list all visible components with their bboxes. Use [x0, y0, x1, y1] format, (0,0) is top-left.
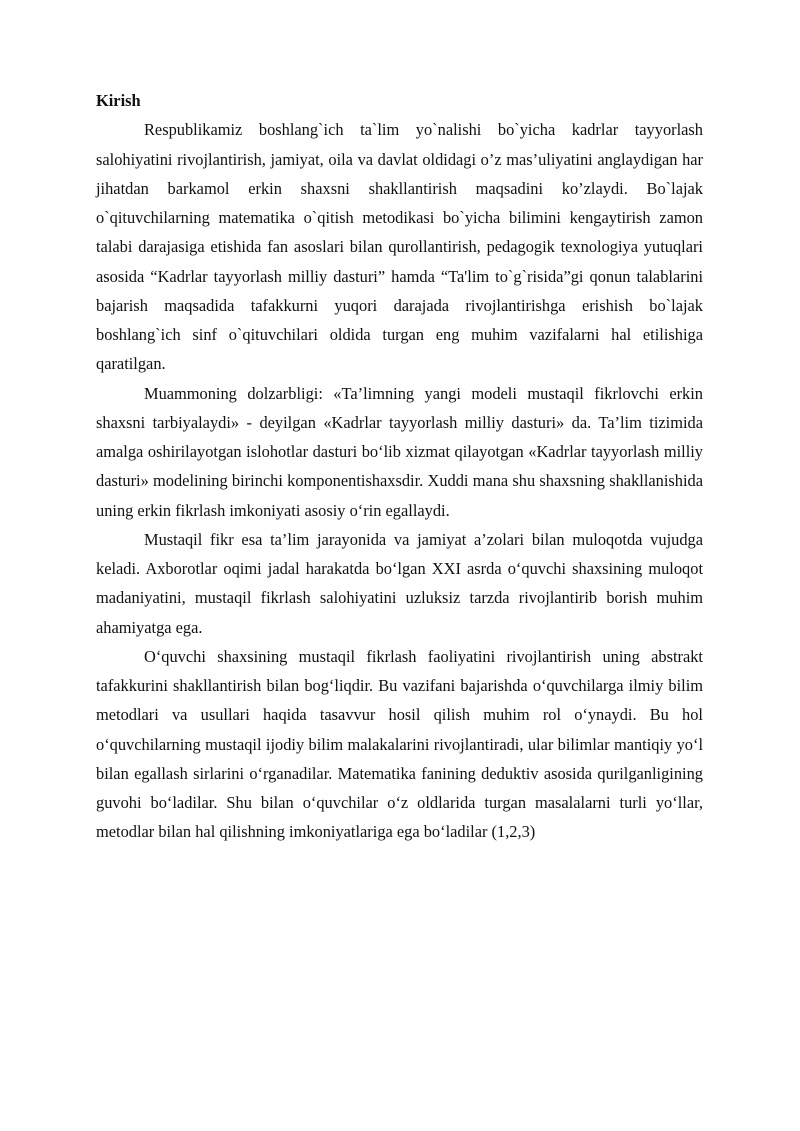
paragraph-introduction: Respublikamiz boshlang`ich ta`lim yo`nalishi bo`yicha kadrlar tayyorlash salohiyatini rivojlantirish, jamiyat, oila va davlat oldidagi o’z mas’uliyatini anglaydigan har jihatdan barkamol erkin shaxsni shakllantirish maqsadini ko’zlaydi. Bo`lajak o`qituvchilarning matematika o`qitish metodikasi bo`yicha bilimini kengaytirish zamon talabi darajasiga etishida fan asoslari bilan qurollantirish, pedagogik texnologiya yutuqlari asosida “Kadrlar tayyorlash milliy dasturi” hamda “Ta'lim to`g`risida”gi qonun talablarini bajarish maqsadida tafakkurni yuqori darajada rivojlantirishga erishish bo`lajak boshlang`ich sinf o`qituvchilari oldida turgan eng muhim vazifalarni hal etilishiga qaratilgan.	[96, 120, 703, 374]
document-page	[96, 86, 703, 847]
section-heading: Kirish	[96, 91, 141, 110]
paragraph-abstract-thinking: O‘quvchi shaxsining mustaqil fikrlash faoliyatini rivojlantirish uning abstrakt tafakkurini shakllantirish bilan bog‘liqdir. Bu vazifani bajarishda o‘quvchilarga ilmiy bilim metodlari va usullari haqida tasavvur hosil qilish muhim rol o‘ynaydi. Bu hol o‘quvchilarning mustaqil ijodiy bilim malakalarini rivojlantiradi, ular bilimlar mantiqiy yo‘l bilan egallash sirlarini o‘rganadilar. Matematika fanining deduktiv asosida qurilganligining guvohi bo‘ladilar. Shu bilan o‘quvchilar o‘z oldlarida turgan masalalarni turli yo‘llar, metodlar bilan hal qilishning imkoniyatlariga ega bo‘ladilar (1,2,3)	[96, 646, 703, 842]
paragraph-independent-thought: Mustaqil fikr esa ta’lim jarayonida va jamiyat a’zolari bilan muloqotda vujudga keladi. Axborotlar oqimi jadal harakatda bo‘lgan XXI asrda o‘quvchi shaxsining muloqot madaniyatini, mustaqil fikrlash salohiyatini uzluksiz tarzda rivojlantirib borish muhim ahamiyatga ega.	[96, 529, 703, 637]
paragraph-relevance: Muammoning dolzarbligi: «Ta’limning yangi modeli mustaqil fikrlovchi erkin shaxsni tarbiyalaydi» - deyilgan «Kadrlar tayyorlash milliy dasturi» da. Ta’lim tizimida amalga oshirilayotgan islohotlar dasturi bo‘lib xizmat qilayotgan «Kadrlar tayyorlash milliy dasturi» modelining birinchi komponentishaxsdir. Xuddi mana shu shaxsning shakllanishida uning erkin fikrlash imkoniyati asosiy o‘rin egallaydi.	[96, 383, 703, 520]
